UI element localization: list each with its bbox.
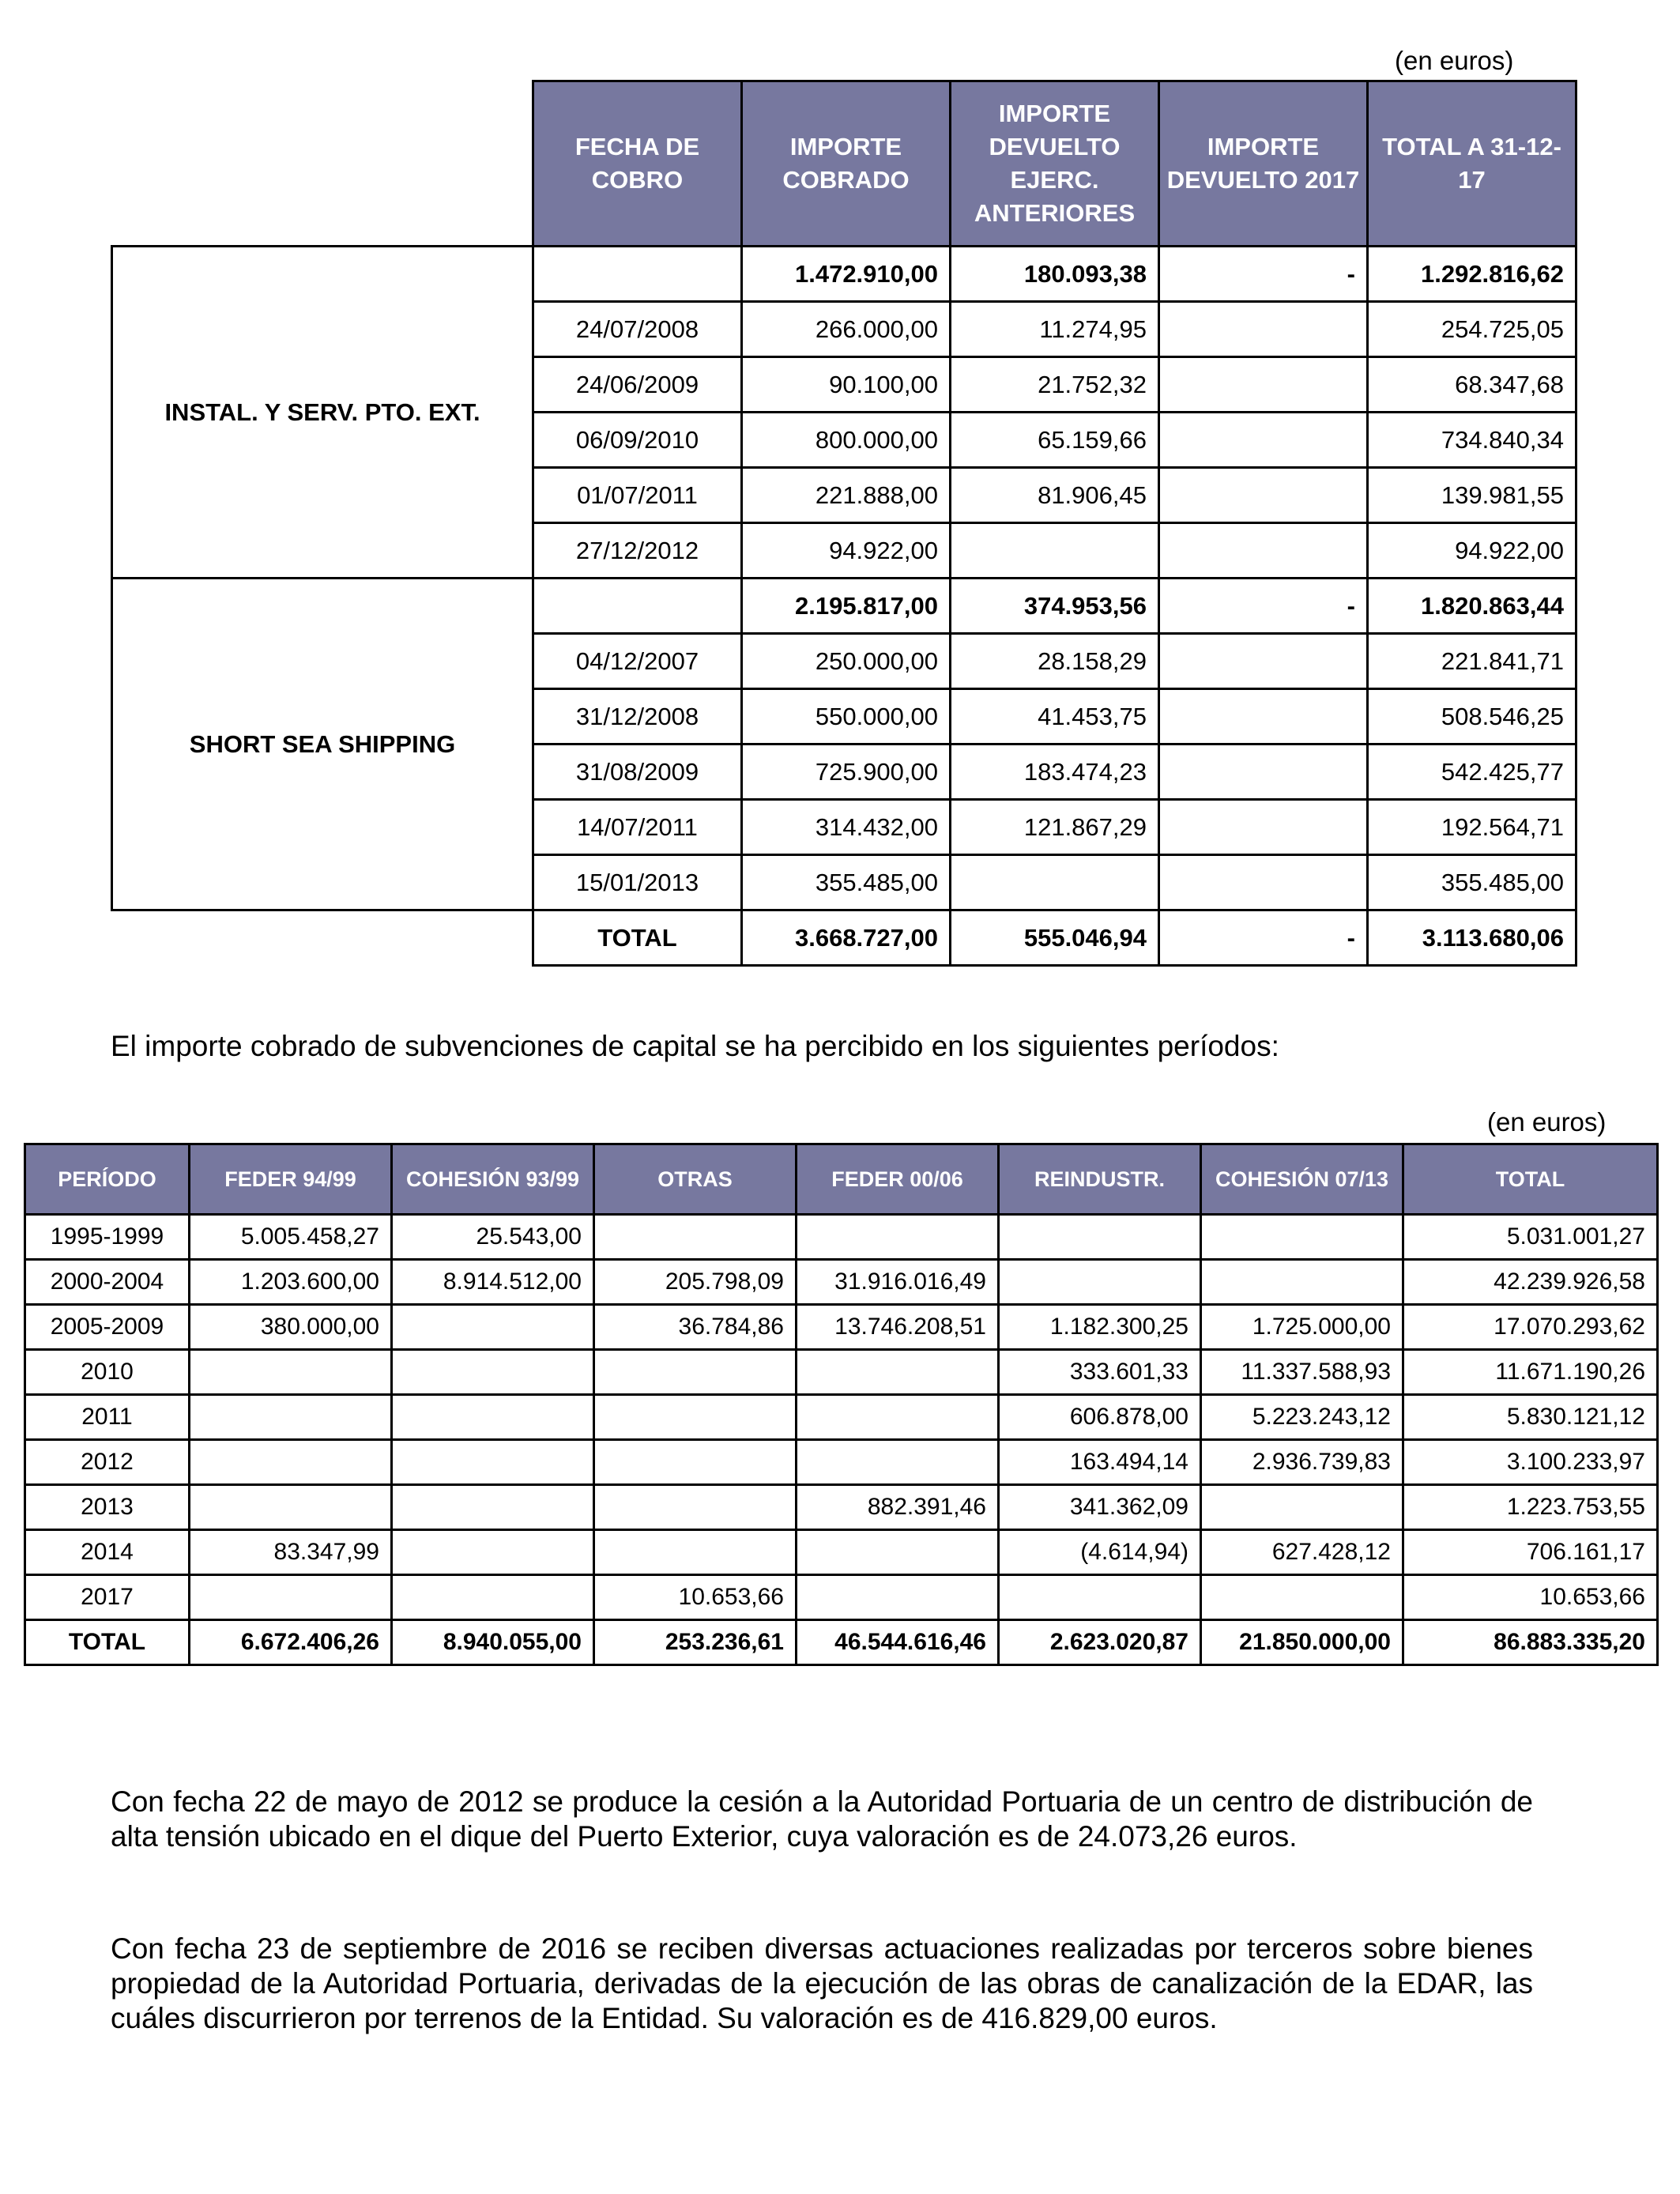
- table-cell: 2011: [25, 1395, 190, 1440]
- table-row: [25, 1350, 1658, 1395]
- table-row: [25, 1260, 1658, 1305]
- table-cell: [1201, 1485, 1403, 1530]
- table-cell: 253.236,61: [594, 1620, 797, 1665]
- table-row: [112, 247, 1576, 302]
- table-cell: 6.672.406,26: [190, 1620, 392, 1665]
- table-header-row: [112, 81, 1576, 247]
- table-cell: 333.601,33: [999, 1350, 1201, 1395]
- table-cell: 180.093,38: [951, 247, 1159, 302]
- table-cell: 25.543,00: [392, 1215, 594, 1260]
- table-cell: 250.000,00: [742, 634, 951, 689]
- table-cell: 1.203.600,00: [190, 1260, 392, 1305]
- table-cell: 2017: [25, 1575, 190, 1620]
- table-cell: 3.113.680,06: [1368, 910, 1576, 966]
- table-cell: 380.000,00: [190, 1305, 392, 1350]
- table-row: [25, 1305, 1658, 1350]
- table-cell: 10.653,66: [594, 1575, 797, 1620]
- table-cell: 14/07/2011: [533, 800, 742, 855]
- table-cell: 121.867,29: [951, 800, 1159, 855]
- table-cell: 800.000,00: [742, 413, 951, 468]
- table-cell: 04/12/2007: [533, 634, 742, 689]
- table-cell: 221.841,71: [1368, 634, 1576, 689]
- intro-text: El importe cobrado de subvenciones de capital se ha percibido en los siguientes períodos:: [111, 1030, 1279, 1062]
- table-cell: 3.100.233,97: [1403, 1440, 1658, 1485]
- table-cell: 31/12/2008: [533, 689, 742, 745]
- table-row: [25, 1530, 1658, 1575]
- table-cell: 706.161,17: [1403, 1530, 1658, 1575]
- table-cell: [797, 1575, 999, 1620]
- paragraph-2: Con fecha 23 de septiembre de 2016 se reciben diversas actuaciones realizadas por terceros sobre bienes propiedad de la Autoridad Portuaria, derivadas de la ejecución de las obras de canalización de la EDAR, las cuáles discurrieron por terrenos de la Entidad. Su valoración es de 416.829,00 euros.: [111, 1932, 1533, 2034]
- table-row: [25, 1485, 1658, 1530]
- table-cell: [594, 1215, 797, 1260]
- table-cell: 27/12/2012: [533, 523, 742, 579]
- header-feder-94-99: FEDER 94/99: [190, 1144, 392, 1215]
- table-cell: [1159, 745, 1368, 800]
- table-cell: 163.494,14: [999, 1440, 1201, 1485]
- table-cell: [1159, 855, 1368, 910]
- table-cell: [797, 1395, 999, 1440]
- table-cell: 90.100,00: [742, 357, 951, 413]
- table-cell: 24/07/2008: [533, 302, 742, 357]
- table-cell: 28.158,29: [951, 634, 1159, 689]
- table-cell: [999, 1575, 1201, 1620]
- table-cell: 8.940.055,00: [392, 1620, 594, 1665]
- group-label: SHORT SEA SHIPPING: [112, 579, 533, 910]
- table-cell: 314.432,00: [742, 800, 951, 855]
- table-cell: 01/07/2011: [533, 468, 742, 523]
- table-cell: [1159, 468, 1368, 523]
- table-row: [112, 579, 1576, 634]
- table-cell: 31.916.016,49: [797, 1260, 999, 1305]
- table-cell: -: [1159, 579, 1368, 634]
- table-cell: 5.005.458,27: [190, 1215, 392, 1260]
- table-cell: 11.337.588,93: [1201, 1350, 1403, 1395]
- header-devuelto-2017: IMPORTE DEVUELTO 2017: [1159, 81, 1368, 247]
- table-cell: 1.292.816,62: [1368, 247, 1576, 302]
- table-cell: 8.914.512,00: [392, 1260, 594, 1305]
- table-cell: 65.159,66: [951, 413, 1159, 468]
- table-cell: [1201, 1215, 1403, 1260]
- table-cell: 725.900,00: [742, 745, 951, 800]
- table-cell: 2014: [25, 1530, 190, 1575]
- table-cell: [797, 1350, 999, 1395]
- table-cell: 341.362,09: [999, 1485, 1201, 1530]
- table-cell: [1159, 800, 1368, 855]
- table-cell: 5.031.001,27: [1403, 1215, 1658, 1260]
- table-cell: 2000-2004: [25, 1260, 190, 1305]
- table-cell: 13.746.208,51: [797, 1305, 999, 1350]
- header-periodo: PERÍODO: [25, 1144, 190, 1215]
- table-cell: [1159, 357, 1368, 413]
- header-fecha: FECHA DE COBRO: [533, 81, 742, 247]
- table-cell: [392, 1485, 594, 1530]
- table-cell: 86.883.335,20: [1403, 1620, 1658, 1665]
- total-label: TOTAL: [25, 1620, 190, 1665]
- table-cell: [594, 1485, 797, 1530]
- table-cell: [594, 1350, 797, 1395]
- table-cell: 254.725,05: [1368, 302, 1576, 357]
- table-cell: [1159, 634, 1368, 689]
- header-cohesion-93-99: COHESIÓN 93/99: [392, 1144, 594, 1215]
- header-feder-00-06: FEDER 00/06: [797, 1144, 999, 1215]
- table-cell: 1995-1999: [25, 1215, 190, 1260]
- table-cell: [1201, 1260, 1403, 1305]
- table-cell: 555.046,94: [951, 910, 1159, 966]
- table-cell: 734.840,34: [1368, 413, 1576, 468]
- table-cell: 1.182.300,25: [999, 1305, 1201, 1350]
- paragraph-1: Con fecha 22 de mayo de 2012 se produce la cesión a la Autoridad Portuaria de un centro de distribución de alta tensión ubicado en el dique del Puerto Exterior, cuya valoración es de 24.073,26 euros.: [111, 1785, 1533, 1853]
- table-cell: 41.453,75: [951, 689, 1159, 745]
- table-cell: 2.623.020,87: [999, 1620, 1201, 1665]
- table-cell: 46.544.616,46: [797, 1620, 999, 1665]
- table-cell: 5.223.243,12: [1201, 1395, 1403, 1440]
- header-reindustr: REINDUSTR.: [999, 1144, 1201, 1215]
- table-cell: 205.798,09: [594, 1260, 797, 1305]
- table-cell: -: [1159, 247, 1368, 302]
- table-row: [25, 1395, 1658, 1440]
- table-cell: 355.485,00: [1368, 855, 1576, 910]
- table-cell: 2.195.817,00: [742, 579, 951, 634]
- table-cell: [594, 1530, 797, 1575]
- group-label: INSTAL. Y SERV. PTO. EXT.: [112, 247, 533, 579]
- table-cell: 1.472.910,00: [742, 247, 951, 302]
- header-devuelto-anteriores: IMPORTE DEVUELTO EJERC. ANTERIORES: [951, 81, 1159, 247]
- table-cell: [594, 1395, 797, 1440]
- table-cell: [797, 1530, 999, 1575]
- table-cell: [190, 1395, 392, 1440]
- table-row: [25, 1215, 1658, 1260]
- table-cell: 183.474,23: [951, 745, 1159, 800]
- table-cell: [999, 1260, 1201, 1305]
- header-total: TOTAL: [1403, 1144, 1658, 1215]
- table-cell: 139.981,55: [1368, 468, 1576, 523]
- table-cell: [1159, 302, 1368, 357]
- table-cell: 3.668.727,00: [742, 910, 951, 966]
- table-header-row: [25, 1144, 1658, 1215]
- table-cell: 94.922,00: [742, 523, 951, 579]
- header-otras: OTRAS: [594, 1144, 797, 1215]
- table-cell: [1159, 689, 1368, 745]
- unit-label-2: (en euros): [1487, 1107, 1607, 1137]
- table-cell: 83.347,99: [190, 1530, 392, 1575]
- table-cell: [1201, 1575, 1403, 1620]
- table-cell: -: [1159, 910, 1368, 966]
- table-cell: 24/06/2009: [533, 357, 742, 413]
- table-cell: [951, 855, 1159, 910]
- table-cell: 192.564,71: [1368, 800, 1576, 855]
- table-cell: [392, 1350, 594, 1395]
- table-cell: 11.671.190,26: [1403, 1350, 1658, 1395]
- table-cell: 550.000,00: [742, 689, 951, 745]
- table-cell: 221.888,00: [742, 468, 951, 523]
- table-cell: [190, 1440, 392, 1485]
- table-cell: [392, 1305, 594, 1350]
- table-cell: 2005-2009: [25, 1305, 190, 1350]
- total-row: [112, 910, 1576, 966]
- table-cell: [999, 1215, 1201, 1260]
- table-cell: [392, 1530, 594, 1575]
- header-importe-cobrado: IMPORTE COBRADO: [742, 81, 951, 247]
- table-cell: 36.784,86: [594, 1305, 797, 1350]
- table-cell: [797, 1440, 999, 1485]
- table-cell: 1.223.753,55: [1403, 1485, 1658, 1530]
- table-cell: [533, 579, 742, 634]
- table-cell: [190, 1485, 392, 1530]
- periods-table: [24, 1143, 1659, 1666]
- table-cell: 31/08/2009: [533, 745, 742, 800]
- table-cell: 17.070.293,62: [1403, 1305, 1658, 1350]
- table-cell: 68.347,68: [1368, 357, 1576, 413]
- table-cell: 355.485,00: [742, 855, 951, 910]
- table-cell: 882.391,46: [797, 1485, 999, 1530]
- table-cell: [797, 1215, 999, 1260]
- table-cell: 606.878,00: [999, 1395, 1201, 1440]
- table-cell: (4.614,94): [999, 1530, 1201, 1575]
- table-cell: [1159, 413, 1368, 468]
- table-cell: [951, 523, 1159, 579]
- table-cell: 81.906,45: [951, 468, 1159, 523]
- table-cell: 2013: [25, 1485, 190, 1530]
- table-cell: 1.725.000,00: [1201, 1305, 1403, 1350]
- table-cell: 2010: [25, 1350, 190, 1395]
- table-cell: [1159, 523, 1368, 579]
- table-cell: 06/09/2010: [533, 413, 742, 468]
- total-row: [25, 1620, 1658, 1665]
- table-cell: 11.274,95: [951, 302, 1159, 357]
- table-cell: 21.850.000,00: [1201, 1620, 1403, 1665]
- table-cell: 374.953,56: [951, 579, 1159, 634]
- table-cell: 5.830.121,12: [1403, 1395, 1658, 1440]
- table-cell: 42.239.926,58: [1403, 1260, 1658, 1305]
- table-cell: [190, 1575, 392, 1620]
- table-cell: [392, 1395, 594, 1440]
- table-cell: 15/01/2013: [533, 855, 742, 910]
- table-cell: [594, 1440, 797, 1485]
- table-row: [25, 1440, 1658, 1485]
- table-cell: [190, 1350, 392, 1395]
- table-cell: 2.936.739,83: [1201, 1440, 1403, 1485]
- table-cell: 627.428,12: [1201, 1530, 1403, 1575]
- table-cell: 10.653,66: [1403, 1575, 1658, 1620]
- table-cell: 94.922,00: [1368, 523, 1576, 579]
- table-cell: 266.000,00: [742, 302, 951, 357]
- table-cell: 21.752,32: [951, 357, 1159, 413]
- table-cell: [533, 247, 742, 302]
- table-cell: 542.425,77: [1368, 745, 1576, 800]
- table-cell: 2012: [25, 1440, 190, 1485]
- table-cell: 1.820.863,44: [1368, 579, 1576, 634]
- table-row: [25, 1575, 1658, 1620]
- header-total: TOTAL A 31-12-17: [1368, 81, 1576, 247]
- header-cohesion-07-13: COHESIÓN 07/13: [1201, 1144, 1403, 1215]
- table-cell: [392, 1440, 594, 1485]
- total-label: TOTAL: [533, 910, 742, 966]
- subsidies-table: [111, 80, 1577, 967]
- unit-label-1: (en euros): [1395, 46, 1514, 75]
- table-cell: [392, 1575, 594, 1620]
- table-cell: 508.546,25: [1368, 689, 1576, 745]
